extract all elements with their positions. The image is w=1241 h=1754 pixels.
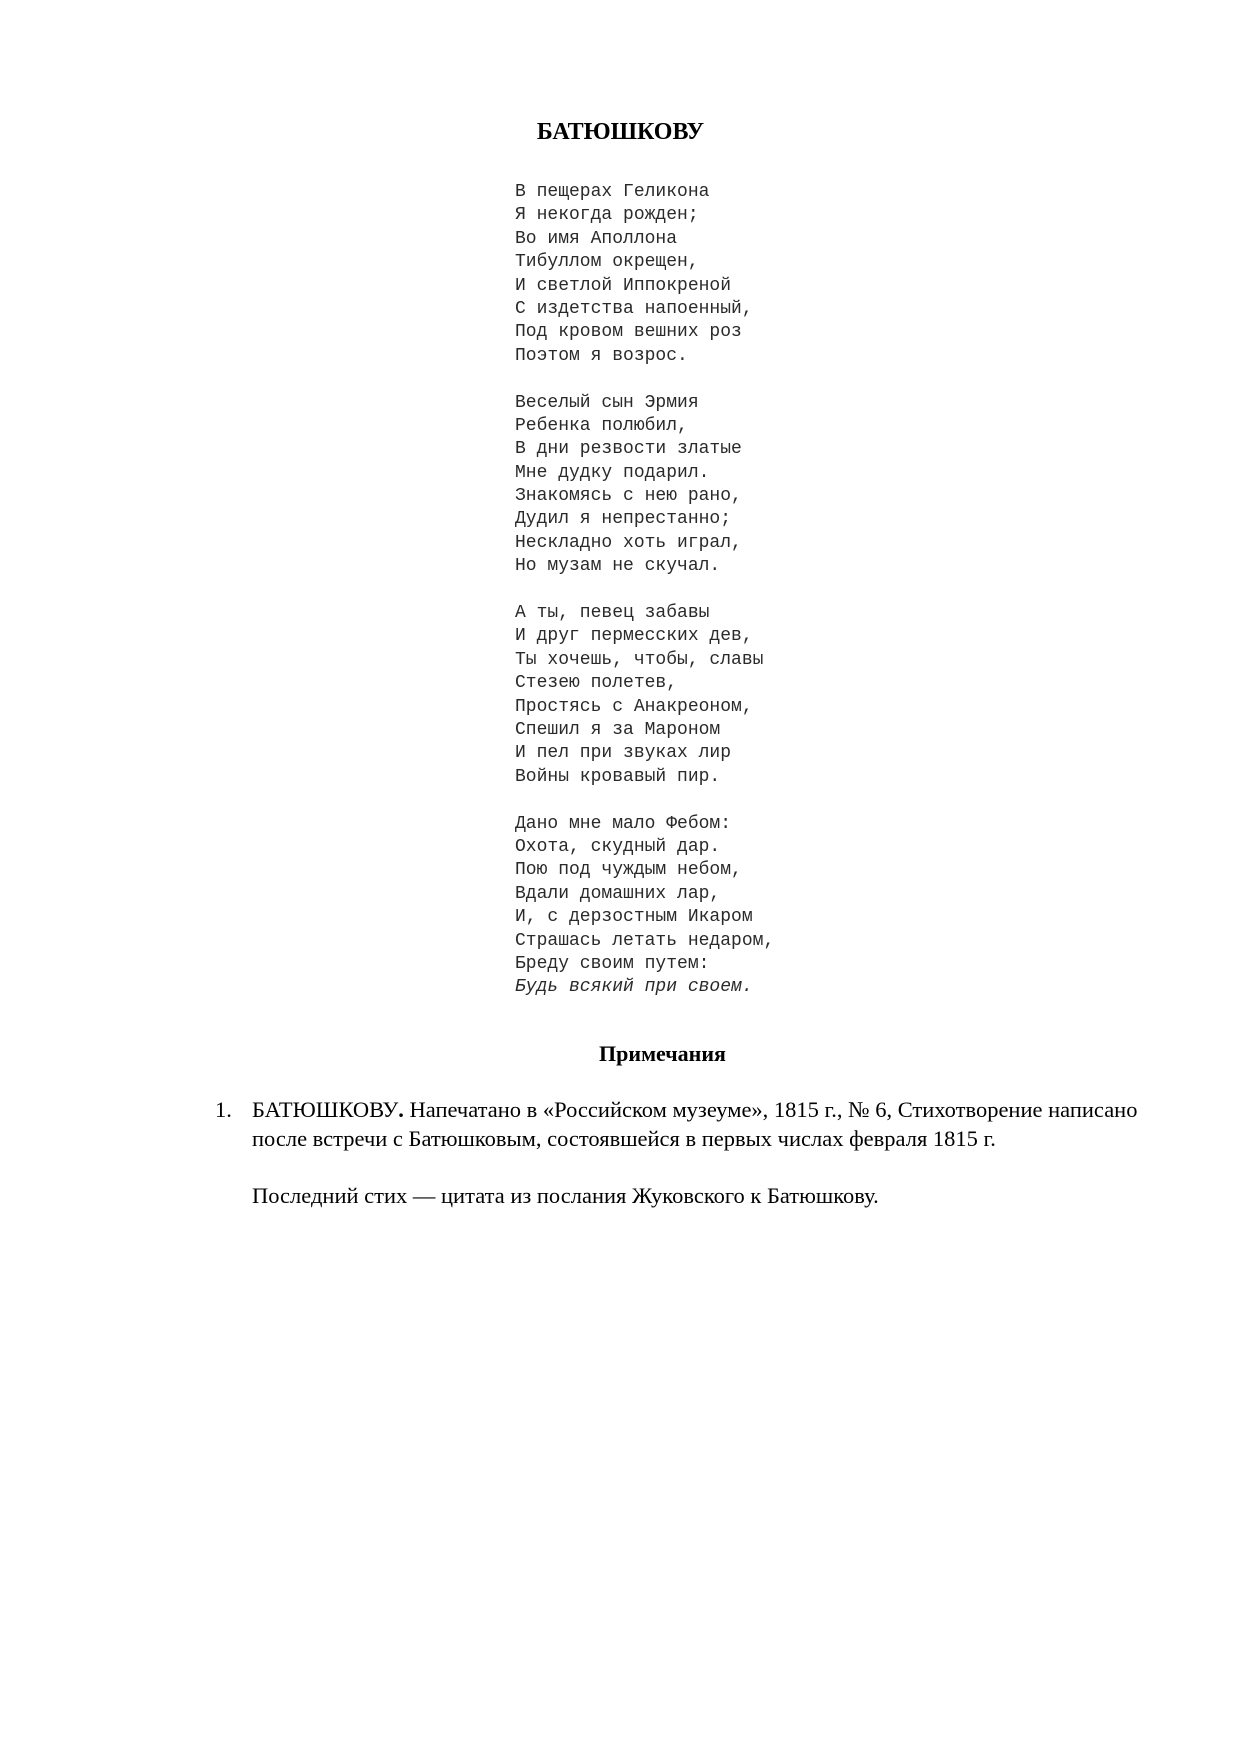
stanza-4 xyxy=(515,813,995,1000)
poem-line: Охота, скудный дар. xyxy=(515,836,721,857)
note-body xyxy=(252,1096,1155,1210)
notes-list xyxy=(215,1096,1155,1210)
poem-line: Войны кровавый пир. xyxy=(515,766,721,787)
poem-line: Веселый сын Эрмия xyxy=(515,392,699,413)
poem-line: И друг пермесских дев, xyxy=(515,626,753,647)
poem-line: Спешил я за Мароном xyxy=(515,719,721,740)
note-lead-dot: . xyxy=(398,1097,404,1122)
poem-line: Дано мне мало Фебом: xyxy=(515,813,732,834)
poem-line: Но музам не скучал. xyxy=(515,556,721,577)
poem-title: БАТЮШКОВУ xyxy=(536,119,705,145)
note-text: Напечатано в «Российском музеуме», 1815 г., № 6, Стихотворение написано после встречи с Батюшковым, состоявшейся в первых числах февраля 1815 г. xyxy=(252,1097,1138,1151)
poem-line: Я некогда рожден; xyxy=(515,205,699,226)
poem-line: Пою под чуждым небом, xyxy=(515,860,742,881)
stanza-3 xyxy=(515,602,995,789)
poem-line: Мне дудку подарил. xyxy=(515,462,710,483)
poem-line: Нескладно хоть играл, xyxy=(515,532,742,553)
poem-line: В пещерах Геликона xyxy=(515,182,710,202)
poem-line: И светлой Иппокреной xyxy=(515,275,732,296)
poem-line-italic: Будь всякий при своем. xyxy=(515,977,753,998)
poem-line: Знакомясь с нею рано, xyxy=(515,486,742,507)
poem-line: Простясь с Анакреоном, xyxy=(515,696,753,717)
poem-line: Бреду своим путем: xyxy=(515,953,710,974)
poem-line: Во имя Аполлона xyxy=(515,228,678,249)
poem-line: Ребенка полюбил, xyxy=(515,415,688,436)
poem-line: Ты хочешь, чтобы, славы xyxy=(515,649,764,670)
note-paragraph xyxy=(252,1096,1155,1153)
poem-line: С издетства напоенный, xyxy=(515,298,753,319)
poem-line: Поэтом я возрос. xyxy=(515,345,688,366)
poem-line: Под кровом вешних роз xyxy=(515,322,742,343)
poem-line: В дни резвости златые xyxy=(515,439,742,460)
notes-heading: Примечания xyxy=(599,1041,726,1066)
poem-line: Страшась летать недаром, xyxy=(515,930,775,951)
poem-line: Тибуллом окрещен, xyxy=(515,252,699,273)
poem-body xyxy=(515,181,995,1000)
poem-line: Дудил я непрестанно; xyxy=(515,509,732,530)
note-extra-paragraph: Последний стих — цитата из послания Жуковского к Батюшкову. xyxy=(252,1182,879,1208)
poem-line: А ты, певец забавы xyxy=(515,603,710,624)
note-lead: БАТЮШКОВУ xyxy=(252,1097,399,1122)
note-number: 1. xyxy=(215,1097,232,1122)
poem-line: Вдали домашних лар, xyxy=(515,883,721,904)
note-item xyxy=(215,1096,1155,1210)
stanza-1 xyxy=(515,181,995,368)
stanza-2 xyxy=(515,392,995,579)
poem-line: И пел при звуках лир xyxy=(515,743,732,764)
poem-line: И, с дерзостным Икаром xyxy=(515,907,753,928)
poem-line: Стезею полетев, xyxy=(515,673,678,694)
